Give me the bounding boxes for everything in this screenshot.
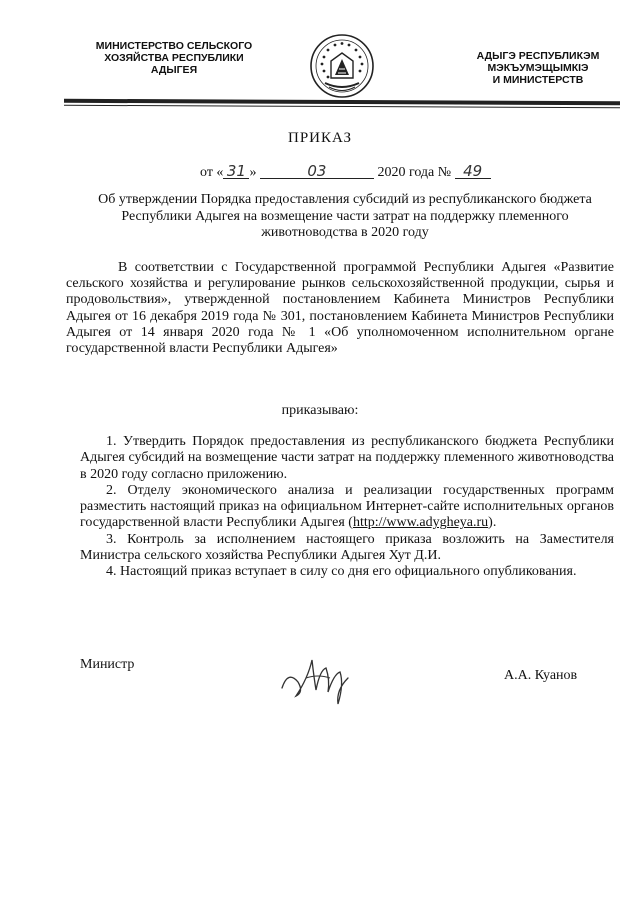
header-divider-thin [64,105,620,108]
header-left-line: МИНИСТЕРСТВО СЕЛЬСКОГО [95,40,253,52]
signatory-title: Министр [80,657,135,672]
order-item-2-text: 2. Отделу экономического анализа и реализации государственных программ разместить настоящий приказ на официальном Интернет-сайте исполнительных органов государственной власти Республики Адыгея ( [80,482,614,531]
website-link[interactable]: http://www.adygheya.ru [352,515,489,531]
order-items [80,434,614,581]
coat-of-arms-emblem [309,33,375,99]
document-title: ПРИКАЗ [288,130,352,146]
header-right-line: АДЫГЭ РЕСПУБЛИКЭМ [476,50,600,62]
preamble-paragraph: В соответствии с Государственной программой Республики Адыгея «Развитие сельского хозяйства и регулирование рынков сельскохозяйственной продукции, сырья и продовольствия», утвержденной постановлением Кабинета Министров Республики Адыгея от 16 декабря 2019 года № 301, постановлением Кабинета Министров Республики Адыгея от 14 января 2020 года № 1 «Об уполномоченном исполнительном органе государственной власти Республики Адыгея» [66,260,614,357]
order-item-4: 4. Настоящий приказ вступает в силу со дня его официального опубликования. [106,564,577,580]
date-year-text: 2020 года № [377,165,452,180]
order-number-handwritten: 49 [455,164,491,179]
signatory-name: А.А. Куанов [504,668,578,683]
order-word: приказываю: [281,403,359,418]
order-item-1: 1. Утвердить Порядок предоставления из республиканского бюджета Республики Адыгея субсидий на возмещение части затрат на поддержку племенного животноводства в 2020 году согласно приложению. [80,434,614,482]
ministry-name-russian [84,40,264,76]
order-item-2 [80,483,614,532]
header-right-line: И МИНИСТЕРСТВ [492,74,584,86]
ministry-name-adyghe [458,50,618,86]
date-day-handwritten: 31 [223,164,249,179]
order-subject: Об утверждении Порядка предоставления субсидий из республиканского бюджета Республики Адыгея на возмещение части затрат на поддержку племенного животноводства в 2020 году [98,192,592,240]
date-month-handwritten: 03 [260,164,374,179]
handwritten-signature [278,648,368,708]
order-item-2-end: ). [488,515,497,531]
header-left-line: АДЫГЕЯ [150,64,198,76]
header-left-line: ХОЗЯЙСТВА РЕСПУБЛИКИ [104,52,244,64]
order-date-line [200,164,530,181]
header-right-line: МЭКЪУМЭЩЫМКІЭ [487,62,589,74]
date-quote-close: » [249,165,257,180]
date-prefix: от « [200,165,224,180]
order-item-3: 3. Контроль за исполнением настоящего приказа возложить на Заместителя Министра сельского хозяйства Республики Адыгея Хут Д.И. [80,531,614,564]
